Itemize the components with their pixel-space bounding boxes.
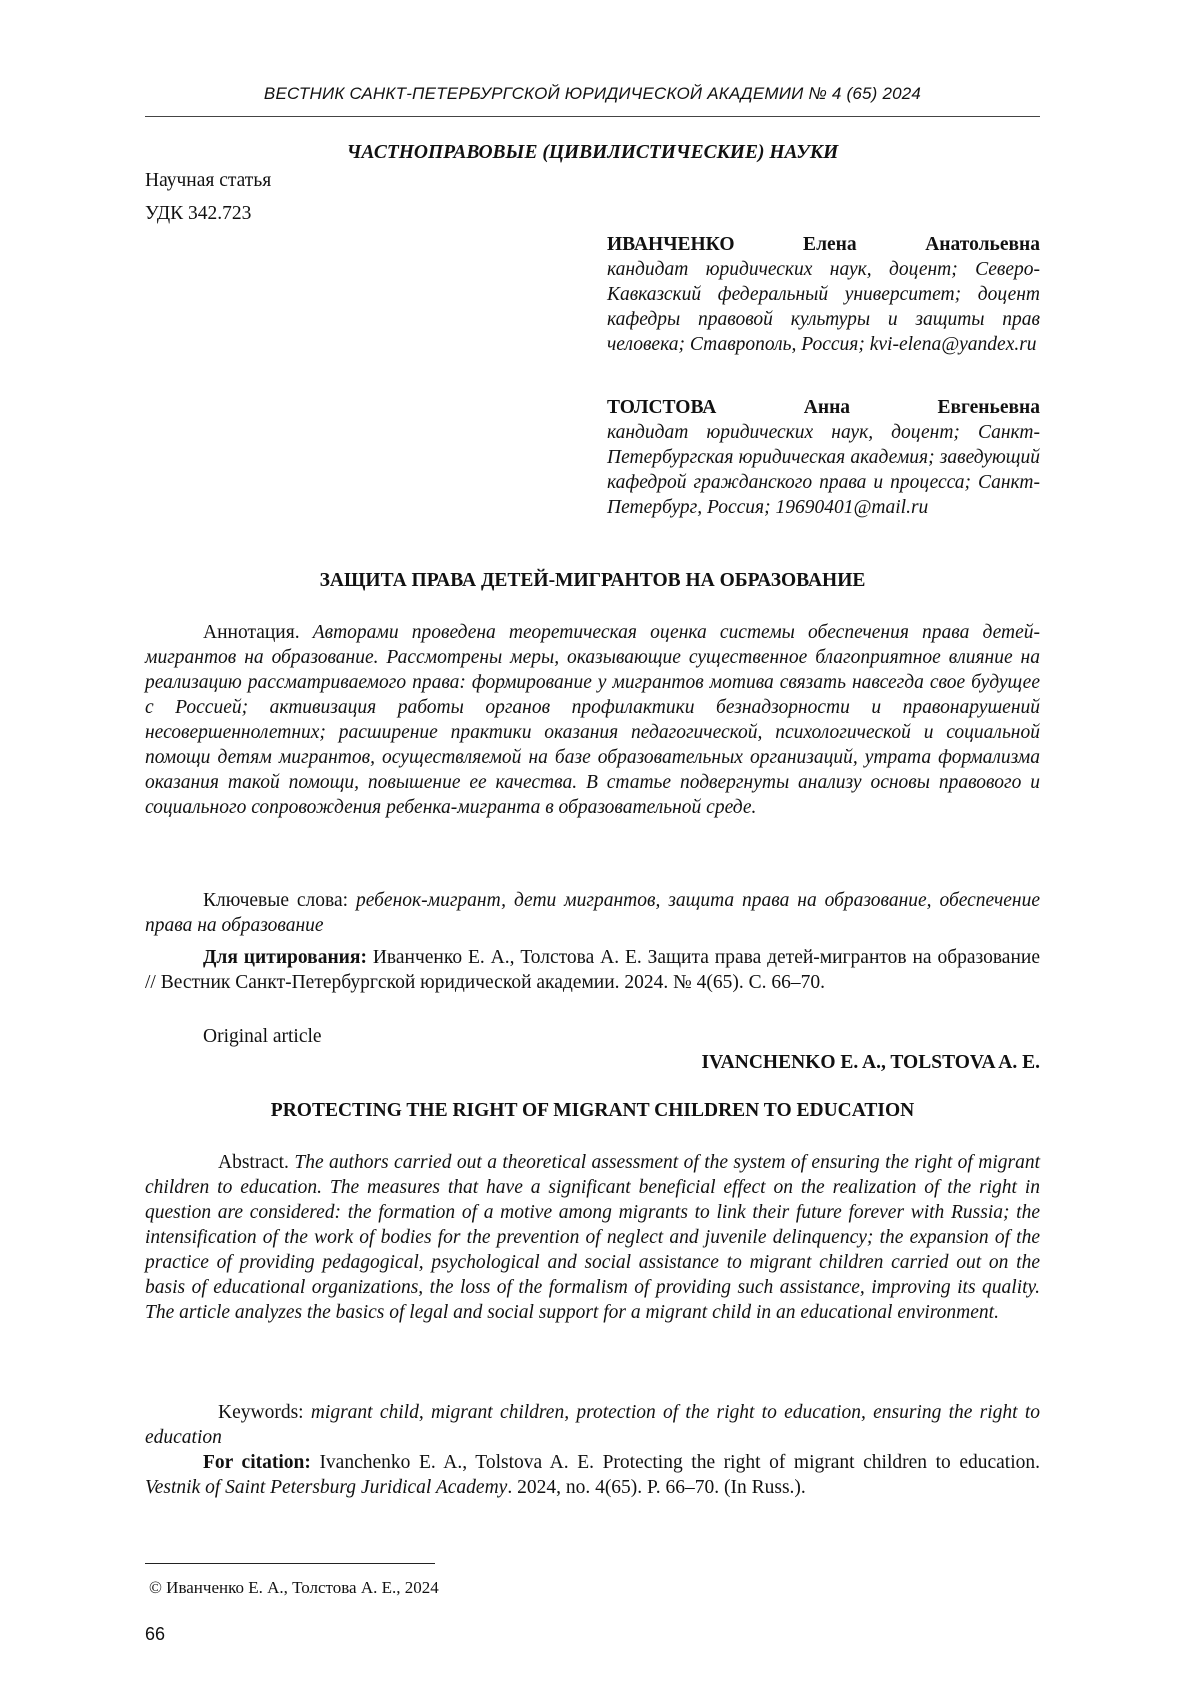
footnote-rule <box>145 1563 435 1564</box>
author-block-1 <box>607 232 1040 357</box>
keywords-text: migrant child, migrant children, protection of the right to education, ensuring the right to education <box>145 1402 1040 1448</box>
copyright-footnote: © Иванченко Е. А., Толстова А. Е., 2024 <box>149 1578 439 1597</box>
keywords-text: ребенок-мигрант, дети мигрантов, защита права на образование, обеспечение права на образование <box>145 890 1040 936</box>
citation-label: For citation: <box>203 1452 311 1473</box>
header-rule <box>145 116 1040 117</box>
udc-code: УДК 342.723 <box>145 203 252 224</box>
keywords-ru <box>145 888 1040 938</box>
article-type-en: Original article <box>203 1026 322 1047</box>
keywords-label: Keywords: <box>218 1402 304 1423</box>
citation-label: Для цитирования: <box>203 947 367 968</box>
page-number: 66 <box>145 1624 166 1644</box>
section-heading: ЧАСТНОПРАВОВЫЕ (ЦИВИЛИСТИЧЕСКИЕ) НАУКИ <box>346 142 839 163</box>
abstract-text: The authors carried out a theoretical assessment of the system of ensuring the right of migrant children to education. The measures that have a significant beneficial effect on the realization of the right in question are considered: the formation of a motive among migrants to link their future forever with Russia; the intensification of the work of bodies for the prevention of neglect and juvenile delinquency; the expansion of the practice of providing pedagogical, psychological and social assistance to migrant children carried out on the basis of educational organizations, the loss of the formalism of providing such assistance, improving its quality. The article analyzes the basics of legal and social support for a migrant child in an educational environment. <box>145 1152 1040 1323</box>
citation-en <box>145 1450 1040 1500</box>
citation-journal: Vestnik of Saint Petersburg Juridical Academy <box>145 1477 508 1498</box>
author-affiliation: кандидат юридических наук, доцент; Санкт-Петербургская юридическая академия; заведующий кафедрой гражданского права и процесса; Санкт-Петербург, Россия; 19690401@mail.ru <box>607 422 1040 518</box>
abstract-label: Аннотация. <box>203 622 300 643</box>
abstract-label: Abstract. <box>218 1152 289 1173</box>
article-title-ru: ЗАЩИТА ПРАВА ДЕТЕЙ-МИГРАНТОВ НА ОБРАЗОВАНИЕ <box>319 570 866 591</box>
author-name: ТОЛСТОВА Анна Евгеньевна <box>607 397 1040 418</box>
author-block-2 <box>607 395 1040 520</box>
citation-text: Иванченко Е. А., Толстова А. Е. Защита права детей-мигрантов на образование // Вестник Санкт-Петербургской юридической академии. 2024. № 4(65). С. 66–70. <box>145 947 1040 993</box>
authors-en: IVANCHENKO E. A., TOLSTOVA A. E. <box>701 1052 1040 1073</box>
author-name: ИВАНЧЕНКО Елена Анатольевна <box>607 234 1040 255</box>
article-title-en: PROTECTING THE RIGHT OF MIGRANT CHILDREN TO EDUCATION <box>270 1100 915 1121</box>
article-type: Научная статья <box>145 170 272 191</box>
abstract-en <box>145 1150 1040 1325</box>
keywords-label: Ключевые слова: <box>203 890 349 911</box>
citation-tail: . 2024, no. 4(65). P. 66–70. (In Russ.). <box>507 1477 806 1498</box>
abstract-text: Авторами проведена теоретическая оценка системы обеспечения права детей-мигрантов на образование. Рассмотрены меры, оказывающие существенное благоприятное влияние на реализацию рассматриваемого права: формирование у мигрантов мотива связать навсегда свое будущее с Россией; активизация работы органов профилактики безнадзорности и правонарушений несовершеннолетних; расширение практики оказания педагогической, психологической и социальной помощи детям мигрантов, осуществляемой на базе образовательных организаций, утрата формализма оказания такой помощи, повышение ее качества. В статье подвергнуты анализу основы правового и социального сопровождения ребенка-мигранта в образовательной среде. <box>145 622 1040 818</box>
citation-ru <box>145 945 1040 995</box>
author-affiliation: кандидат юридических наук, доцент; Северо-Кавказский федеральный университет; доцент кафедры правовой культуры и защиты прав человека; Ставрополь, Россия; kvi-elena@yandex.ru <box>607 259 1040 355</box>
running-head: ВЕСТНИК САНКТ-ПЕТЕРБУРГСКОЙ ЮРИДИЧЕСКОЙ АКАДЕМИИ № 4 (65) 2024 <box>263 84 922 103</box>
abstract-ru <box>145 620 1040 820</box>
citation-text: Ivanchenko E. A., Tolstova A. E. Protecting the right of migrant children to education. <box>319 1452 1040 1473</box>
keywords-en <box>145 1400 1040 1450</box>
